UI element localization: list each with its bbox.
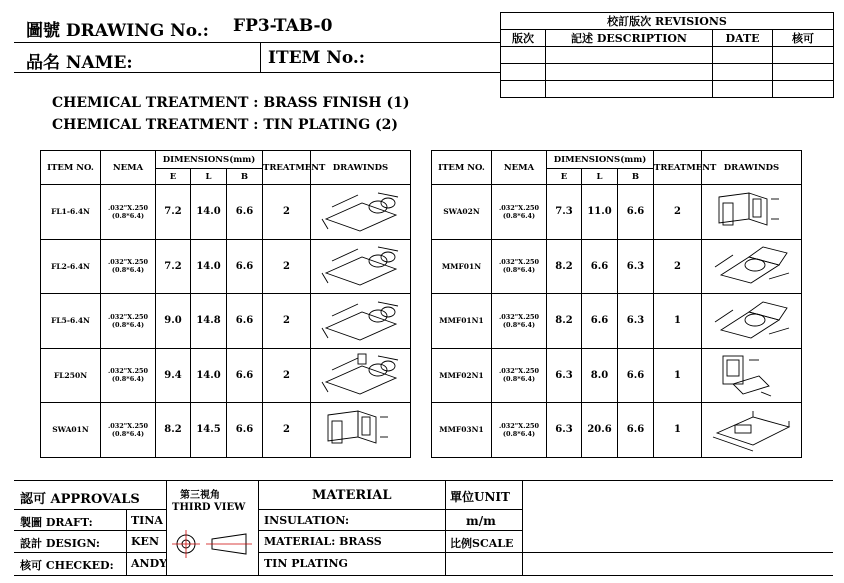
flag-terminal-large-drawing [318,352,404,398]
part-drawing [311,185,411,240]
dimension-b: 6.6 [227,185,263,240]
nema-metric: (0.8*6.4) [502,266,536,275]
item-number: SWA02N [432,185,492,240]
adapter-terminal-drawing [709,243,795,289]
flag-terminal-small-drawing [318,298,404,344]
dimension-e: 7.3 [547,185,582,240]
table-row [41,239,411,294]
item-number: MMF01N [432,239,492,294]
treatment-code: 2 [263,185,311,240]
nema-inch: .032"X.250 [107,258,149,267]
dimension-l: 14.0 [191,185,227,240]
treatment-code: 2 [263,348,311,403]
drawing-number-label: 圖號 DRAWING No.: [26,21,209,41]
nema-metric: (0.8*6.4) [111,211,145,220]
nema-metric: (0.8*6.4) [502,429,536,438]
third-angle-en: THIRD VIEW [172,502,246,513]
checked-label: 核可 CHECKED: [20,559,114,572]
third-angle-projection-icon [172,524,254,564]
flat-tab-drawing [709,407,795,453]
scale-label: 比例SCALE [450,537,514,550]
revision-row [501,64,834,81]
revision-row [501,81,834,98]
revisions-col-date: DATE [713,30,773,47]
nema-inch: .032"X.250 [498,258,540,267]
item-number: MMF01N1 [432,294,492,349]
dimension-e: 9.0 [156,294,191,349]
treatment-code: 2 [654,185,702,240]
part-drawing [702,294,802,349]
approvals-line [14,509,166,510]
treatment-code: 1 [654,348,702,403]
dimension-l: 14.0 [191,348,227,403]
part-drawing [702,185,802,240]
header-b: B [227,169,263,185]
material-line [258,509,522,510]
nema-inch: .032"X.250 [498,367,540,376]
nema-inch: .032"X.250 [107,367,149,376]
treatment-line-1: CHEMICAL TREATMENT : BRASS FINISH (1) [52,95,410,111]
nema-metric: (0.8*6.4) [111,375,145,384]
header-divider [14,42,500,43]
treatment-code: 2 [263,403,311,458]
nema-spec [492,185,547,240]
title-block-bottom-line [14,575,833,576]
title-block-divider [258,480,259,575]
checked-value: ANDY [131,557,167,570]
treatment-code: 1 [654,294,702,349]
table-row [41,348,411,403]
nema-inch: .032"X.250 [107,203,149,212]
design-label: 設計 DESIGN: [20,537,100,550]
header-treatment: TREATMENT [654,151,702,185]
dimension-l: 20.6 [582,403,618,458]
nema-spec [101,294,156,349]
table-row [41,185,411,240]
nema-inch: .032"X.250 [498,312,540,321]
material-line [258,530,522,531]
unit-value: m/m [466,514,496,528]
dimension-l: 8.0 [582,348,618,403]
nema-metric: (0.8*6.4) [111,266,145,275]
nema-inch: .032"X.250 [107,421,149,430]
table-row [41,294,411,349]
revisions-col-description: 記述 DESCRIPTION [546,30,713,47]
table-row [432,403,802,458]
nema-spec [492,403,547,458]
material-value: MATERIAL: BRASS [264,535,382,548]
item-number: FL2-6.4N [41,239,101,294]
dimension-e: 6.3 [547,403,582,458]
name-label: 品名 NAME: [26,53,133,73]
nema-spec [492,239,547,294]
material-title: MATERIAL [312,488,392,503]
dimension-l: 11.0 [582,185,618,240]
treatment-code: 1 [654,403,702,458]
table-row [432,294,802,349]
approvals-line [14,530,166,531]
treatment-code: 2 [654,239,702,294]
revision-row [501,47,834,64]
nema-metric: (0.8*6.4) [111,320,145,329]
bent-terminal-drawing [318,407,404,453]
nema-spec [101,403,156,458]
part-drawing [311,403,411,458]
dimension-e: 7.2 [156,185,191,240]
item-number-label: ITEM No.: [268,48,366,68]
dimension-b: 6.6 [618,348,654,403]
drawing-number: FP3-TAB-0 [233,16,333,36]
item-number: MMF02N1 [432,348,492,403]
dimension-l: 6.6 [582,239,618,294]
nema-spec [101,348,156,403]
item-number: MMF03N1 [432,403,492,458]
bent-terminal-drawing [709,189,795,235]
dimension-e: 9.4 [156,348,191,403]
revisions-title: 校訂版次 REVISIONS [501,13,834,30]
revisions-col-approve: 核可 [773,30,834,47]
nema-spec [492,348,547,403]
dimension-l: 14.8 [191,294,227,349]
header-item-no: ITEM NO. [432,151,492,185]
header-dimensions: DIMENSIONS(mm) [156,151,263,169]
insulation-label: INSULATION: [264,514,350,527]
part-drawing [702,403,802,458]
header-nema: NEMA [101,151,156,185]
item-number: SWA01N [41,403,101,458]
revisions-table [500,12,834,98]
adapter-terminal-drawing [709,298,795,344]
dimension-l: 14.0 [191,239,227,294]
header-dimensions: DIMENSIONS(mm) [547,151,654,169]
header-nema: NEMA [492,151,547,185]
dimension-e: 6.3 [547,348,582,403]
item-number: FL250N [41,348,101,403]
title-block-top-line [14,480,833,481]
header-l: L [191,169,227,185]
revisions-col-version: 版次 [501,30,546,47]
nema-metric: (0.8*6.4) [111,429,145,438]
draft-label: 製圖 DRAFT: [20,516,93,529]
dimension-b: 6.6 [618,403,654,458]
part-drawing [311,348,411,403]
unit-label: 單位UNIT [450,490,510,504]
draft-value: TINA [131,514,163,527]
plating-value: TIN PLATING [264,557,348,570]
header-drawings: DRAWINDS [702,151,802,185]
spec-table-right [431,150,802,458]
dimension-b: 6.6 [227,403,263,458]
third-angle-cn: 第三視角 [180,490,220,501]
dimension-b: 6.6 [227,348,263,403]
dimension-e: 8.2 [547,239,582,294]
dimension-l: 14.5 [191,403,227,458]
vertical-tab-drawing [709,352,795,398]
dimension-b: 6.6 [227,294,263,349]
table-row [432,239,802,294]
header-l: L [582,169,618,185]
header-treatment: TREATMENT [263,151,311,185]
approvals-title: 認可 APPROVALS [20,492,140,507]
header-b: B [618,169,654,185]
header-drawings: DRAWINDS [311,151,411,185]
nema-spec [101,239,156,294]
scale-line [445,552,833,553]
nema-metric: (0.8*6.4) [502,375,536,384]
design-value: KEN [131,535,159,548]
part-drawing [311,294,411,349]
dimension-b: 6.6 [227,239,263,294]
dimension-b: 6.3 [618,239,654,294]
dimension-e: 7.2 [156,239,191,294]
treatment-code: 2 [263,294,311,349]
flag-terminal-small-drawing [318,243,404,289]
treatment-line-2: CHEMICAL TREATMENT : TIN PLATING (2) [52,117,399,133]
table-row [432,185,802,240]
header-e: E [156,169,191,185]
material-line [258,552,445,553]
nema-metric: (0.8*6.4) [502,211,536,220]
nema-inch: .032"X.250 [498,203,540,212]
header-bottom-line [14,72,500,73]
dimension-l: 6.6 [582,294,618,349]
part-drawing [311,239,411,294]
treatment-code: 2 [263,239,311,294]
header-e: E [547,169,582,185]
item-number: FL5-6.4N [41,294,101,349]
table-row [432,348,802,403]
spec-table-left [40,150,411,458]
title-block-divider [445,480,446,575]
flag-terminal-small-drawing [318,189,404,235]
nema-spec [101,185,156,240]
title-block-divider [522,480,523,575]
dimension-b: 6.6 [618,185,654,240]
approvals-divider [126,509,127,575]
dimension-e: 8.2 [547,294,582,349]
nema-metric: (0.8*6.4) [502,320,536,329]
part-drawing [702,348,802,403]
item-number: FL1-6.4N [41,185,101,240]
nema-inch: .032"X.250 [498,421,540,430]
header-separator [260,42,261,72]
dimension-b: 6.3 [618,294,654,349]
dimension-e: 8.2 [156,403,191,458]
approvals-line [14,552,166,553]
part-drawing [702,239,802,294]
table-row [41,403,411,458]
nema-spec [492,294,547,349]
nema-inch: .032"X.250 [107,312,149,321]
header-item-no: ITEM NO. [41,151,101,185]
